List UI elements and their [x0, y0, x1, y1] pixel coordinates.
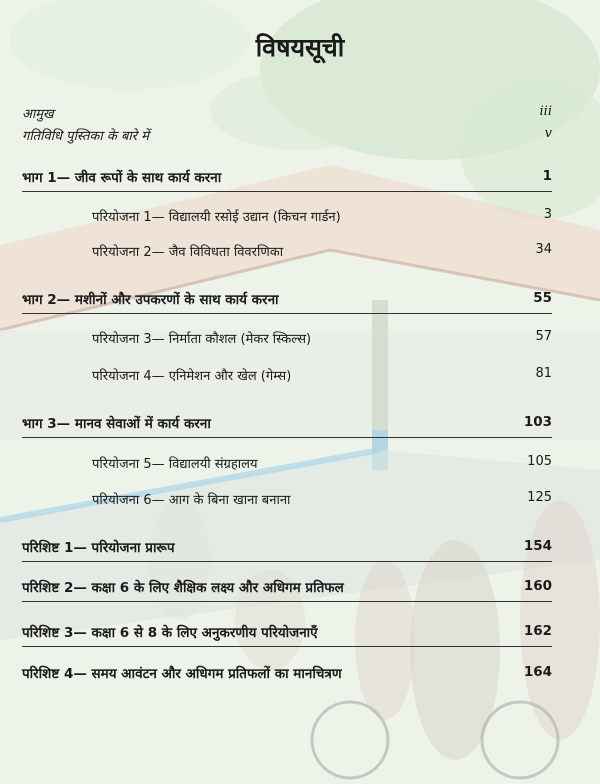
toc-page-number: v — [544, 126, 552, 141]
toc-page-number: 81 — [535, 366, 552, 381]
toc-entry-label: भाग 1— जीव रूपों के साथ कार्य करना — [22, 170, 222, 186]
toc-entry-label: परिशिष्ट 1— परियोजना प्रारूप — [22, 540, 175, 556]
toc-page-number: 164 — [523, 664, 552, 680]
toc-page-number: 57 — [535, 329, 552, 344]
toc-entry-label: परियोजना 4— एनिमेशन और खेल (गेम्स) — [92, 369, 292, 384]
toc-page-number: 34 — [535, 242, 552, 257]
divider — [22, 601, 552, 602]
toc-entry-label: परिशिष्ट 4— समय आवंटन और अधिगम प्रतिफलों का मानचित्रण — [22, 666, 342, 682]
toc-entry-label: परियोजना 1— विद्यालयी रसोई उद्यान (किचन गार्डन) — [92, 210, 341, 225]
toc-page-number: iii — [539, 104, 552, 119]
toc-entry-label: परियोजना 2— जैव विविधता विवरणिका — [92, 245, 284, 260]
toc-entry-label: परियोजना 3— निर्माता कौशल (मेकर स्किल्स) — [92, 332, 312, 347]
page-title: विषयसूची — [255, 33, 345, 62]
toc-entry-label: परिशिष्ट 2— कक्षा 6 के लिए शैक्षिक लक्ष्य और अधिगम प्रतिफल — [22, 580, 344, 596]
toc-entry-label: गतिविधि पुस्तिका के बारे में — [22, 129, 150, 144]
toc-entry-label: भाग 3— मानव सेवाओं में कार्य करना — [22, 416, 211, 432]
divider — [22, 313, 552, 314]
toc-entry-label: परियोजना 5— विद्यालयी संग्रहालय — [92, 457, 258, 472]
toc-page-number: 162 — [523, 623, 552, 639]
toc-page-number: 160 — [523, 578, 552, 594]
toc-page-number: 55 — [533, 290, 552, 306]
toc-page-number: 3 — [543, 207, 552, 222]
toc-page-number: 1 — [542, 168, 552, 184]
toc-page-number: 103 — [523, 414, 552, 430]
divider — [22, 191, 552, 192]
divider — [22, 561, 552, 562]
toc-entry-label: परियोजना 6— आग के बिना खाना बनाना — [92, 493, 291, 508]
toc-entry-label: आमुख — [22, 107, 54, 122]
toc-entry-label: परिशिष्ट 3— कक्षा 6 से 8 के लिए अनुकरणीय परियोजनाएँ — [22, 625, 318, 641]
toc-page-number: 125 — [527, 490, 552, 505]
divider — [22, 437, 552, 438]
toc-page-number: 105 — [527, 454, 552, 469]
divider — [22, 646, 552, 647]
toc-entry-label: भाग 2— मशीनों और उपकरणों के साथ कार्य करना — [22, 292, 279, 308]
toc-page-number: 154 — [523, 538, 552, 554]
